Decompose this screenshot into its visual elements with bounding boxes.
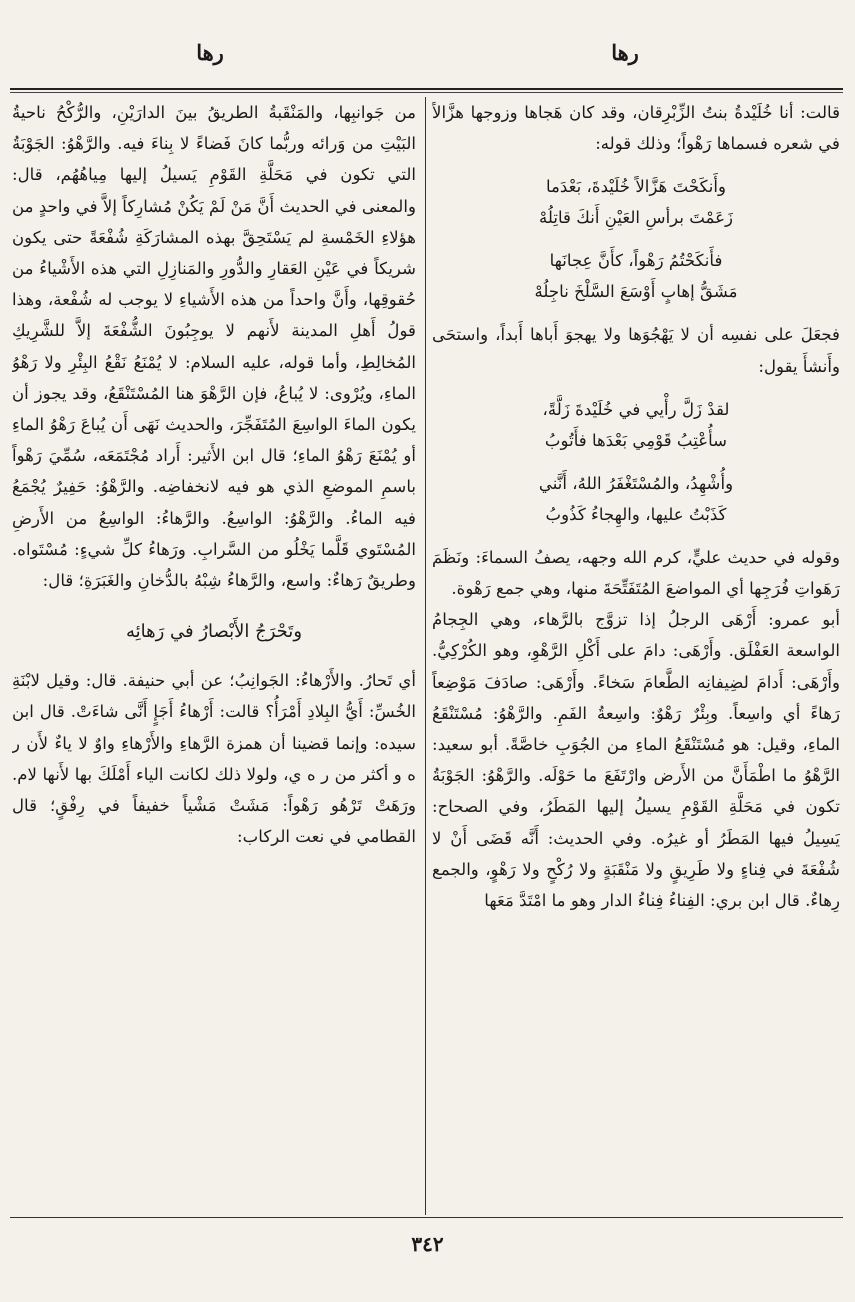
verse-line: لقدْ زَلَّ رأْيي في خُلَيْدةَ زَلَّةً، (542, 399, 730, 419)
verse-line: مَشَقُّ إهابٍ أَوْسَعَ السَّلْخَ ناجِلُهْ (534, 282, 738, 302)
running-header-left: رها (196, 40, 224, 65)
paragraph: فجعَلَ على نفسِه أن لا يَهْجُوَها ولا يهجوَ أَباها أَبداً، واستحَى وأَنشأَ يقول: (432, 325, 840, 376)
verse-line: وأَنكَحْتَ هَزَّالاً خُلَيْدةَ، بَعْدَما (545, 177, 726, 197)
verse-line: كَذَبْتُ عليها، والهِجاءُ كَذُوبُ (545, 504, 727, 524)
verse-line: زَعَمْتَ برأسِ العَيْنِ أَنكَ قاتِلُهْ (538, 208, 734, 228)
verse-line: فأَنكَحْتُمُ رَهْواً، كأَنَّ عِجانَها (549, 251, 723, 271)
paragraph: أي تَحارُ. والأَرْهاءُ: الجَوانِبُ؛ عن أبي حنيفة. قال: وقيل لابْنَةِ الخُسِّ: أَيُّ البِلادِ أَمْرَأُ؟ قالت: أَرْهاءُ أَجَإٍ أَنَّى شاءَتْ. قال ابن سيده: وإنما قضينا أن همزة الرَّهاءِ والأَرْهاءِ واوٌ لا ياءٌ لأَن ر ه و أكثر من ر ه ي، ولولا ذلك لكانت الياء أَمْلَكَ بها لأَنها لام. ورَهَتْ تَرْهُو رَهْواً: مَشَتْ مَشْياً خفيفاً في رِفْقٍ؛ قال القطامي في نعت الركاب: (12, 671, 416, 847)
verse-line: سأُعْتِبُ قَوْمِي بَعْدَها فأَتُوبُ (544, 430, 728, 450)
footer-rule (10, 1217, 843, 1218)
paragraph: أبو عمرو: أَرْهَى الرجلُ إذا تزوَّج بالرَّهاء، وهي الجِجامُ الواسعة العَفْلَق. وأَرْهَى: دامَ على أَكْلِ الرَّهْوِ، وهو الكُرْكِيُّ. وأَرْهَى: أَدامَ لضِيفانِه الطَّعامَ سَخاءً. وأَرْهَى: صادَفَ مَوْضِعاً رَهاءً أي واسِعاً. وبِئْرٌ رَهْوٌ: واسِعةُ الفَمِ. والرَّهْوُ: مُسْتَنْقَعُ الماءِ، وقيل: هو مُسْتَنْقَعُ الماءِ من الجُوَبِ خاصَّةً. أبو سعيد: الرَّهْوُ ما اطْمَأَنَّ من الأَرض وارْتَفَعَ ما حَوْلَه. والرَّهْوُ: الجَوْبَةُ تكون في مَحَلَّةِ القَوْمِ يسيلُ إليها المَطَرُ، وفي الصحاح: يَسِيلُ فيها المَطَرُ أو غيرُه. وفي الحديث: أَنَّه قَضَى أَنْ لا شُفْعَةَ في فِناءٍ ولا طَرِيقٍ ولا مَنْقَبَةٍ ولا رُكْحٍ ولا رَهْوٍ، والجمع رِهاءٌ. قال ابن بري: الفِناءُ فِناءُ الدار وهو ما امْتَدَّ مَعَها (432, 610, 840, 911)
paragraph: من جَوانبِها، والمَنْقَبةُ الطريقُ بينَ الدارَيْنِ، والرُّكْحُ ناحيةُ البَيْتِ من وَرائه وربُّما كانَ فَضاءً لا بِناءَ فيه. والرَّهْوُ: الجَوْبَةُ التي تكون في مَحَلَّةِ القَوْمِ يَسيلُ إليها مِياهُهُم، قال: والمعنى في الحديث أَنَّ مَنْ لَمْ يَكُنْ مُشارِكاً إلاَّ في واحدٍ من هؤلاءِ الخَمْسةِ لم يَسْتَحِقَّ بهذه المشارَكَةِ شُفْعَةً حتى يكون شريكاً في عَيْنِ العَقارِ والدُّورِ والمَنازِلِ التي هذه الأَشْياءُ من حُقوقِها، وأَنَّ واحداً من هذه الأَشياءِ لا يوجب له شُفْعة، وهذا قولُ أَهلِ المدينة لأَنهم لا يوجِبُونَ الشُّفْعَةَ إلاَّ للشَّرِيكِ المُخالِطِ، وأما قوله، عليه السلام: لا يُمْنَعُ نَقْعُ البِئْرِ ولا رَهْوُ الماءِ، ويُرْوى: لا يُباعُ، فإن الرَّهْوَ هنا المُسْتَنْقَعُ، وقد يجوز أن يكون الماءَ الواسِعَ المُتَفَجِّرَ، والحديث نَهَى أَن يُباعَ رَهْوُ الماءِ أو يُمْنَعَ رَهْوُ الماءِ؛ قال ابن الأَثير: أَراد مُجْتَمَعَه، سُمِّيَ رَهْواً باسمِ الموضعِ الذي هو فيه لانخفاضِه. والرَّهْوُ: حَفِيرٌ يُجْمَعُ فيه الماءُ. والرَّهْوُ: الواسِعُ. والرَّهاءُ: الواسِعُ من الأَرضِ المُسْتَوي قَلَّما يَخْلُو من السَّرابِ. ورَهاءُ كلِّ شيءٍ: مُسْتَواه. وطريقٌ رَهاءٌ: واسع، والرَّهاءُ شِبْهُ بالدُّخانِ والغَبَرَةِ؛ قال: (12, 103, 416, 591)
verse-line: وتَحْرَجُ الأَبْصارُ في رَهائِه (125, 621, 303, 643)
verse-line: وأُشْهِدُ، والمُسْتَغْفَرُ اللهُ، أَنَّني (538, 473, 734, 493)
page-number: ٣٤٢ (411, 1232, 444, 1256)
right-column (432, 97, 840, 1215)
header-rule-thin (10, 92, 843, 93)
paragraph: وقوله في حديث عليٍّ، كرم الله وجهه، يصفُ السماءَ: ونَظَمَ رَهَواتِ فُرَجِها أي المواضعَ المُتَفَتِّحَةَ منها، وهي جمع رَهْوة. (432, 547, 840, 599)
header-rule (10, 88, 843, 90)
paragraph: قالت: أنا خُلَيْدةُ بنتُ الزِّبْرِقان، وقد كان هَجاها وزوجها هزَّالاً في شعره فسماها رَهْواً؛ وذلك قوله: (432, 103, 840, 154)
running-header-right: رها (611, 40, 639, 65)
left-column (12, 97, 416, 1215)
column-divider (425, 97, 426, 1215)
